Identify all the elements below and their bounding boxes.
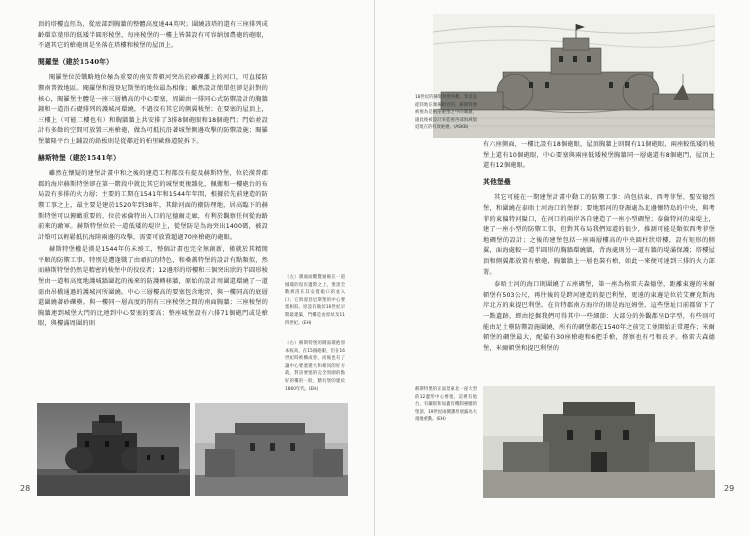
- other-forts-paragraph-2: 泰晤士河的海口則圍繞了五座碉堡，第一座為格雷夫森德堡，距離東邊的米爾頓堡有503公尺，再往後的是跨河建造的提巴利堡，更遠的東邊是位於艾賽克斯海岸北方的東提巴利堡。在肯特郡南方海岸的則是海厄姆堡，這些堡址目前都留下了一點遺跡，經由挖掘我們可得其中一些細節：大部分的外觀都呈D字型，有些則可能由足土壘防禦設施圍繞，所有的碉堡都在1540年之前完工並開始正常運作；米爾頓堡的碉堡最大，配備有30座槍砲和6把手槍，督察也有弓和長矛。格雷夫森德堡，米爾頓堡和提巴利堡的: [483, 281, 715, 352]
- right-page: [375, 0, 750, 536]
- left-page-number: 28: [20, 484, 31, 493]
- calshot-paragraph: 閱羅堡位於戰略地位極為重要的南安普頓河突出於砂礫灘上的河口，可直接防禦南普敦地區。閱羅堡和漫登尼斯堡的地位最為相像；雖然設計簡單但卻是針對的核心，閱羅堡主體是一座三層構高的中心要塞，周圍由一排同心式防禦設計的胸牆鐘和一道沿石礎排列的護城河環繞，不過沒有其它的側翼稜堡；在要塞的屋頂上，三樓上（可能二樓也有）和胸牆牆上共安排了3排8個砲眼和18個砲門；門始並設計有多餘的空間可放置三座槍砲，做為可抵抗沿著城堡側邊攻擊的防禦設施；閱羅堡牆隆平台上鋪設的鉛板則是從鄰近的柏里歐修道院拆下。: [38, 74, 268, 145]
- section-heading-calshot: 閱羅堡（建於1540年）: [38, 57, 114, 66]
- right-text-column: [483, 140, 715, 356]
- left-text-column: [38, 20, 268, 332]
- hurst-paragraph-1: 雖然在懷疑的建堡計畫中和之後的建造工程都沒有提及赫斯特堡，位於漢普郡郡的海岸赫斯特堡卻在第一階段中就比其它的城堡更複雜化，佩衛和一樓砲台的布局設有多排的火力層；主要的工期在1541年和1544年年間，根據於先前建造的防禦工事之上，最主要是建於1520年到38年，其餘河面的衛防理地，居高臨下的赫斯特堡可以俯瞰重要的、位於索倫特出入口的尼德爾走廊，有利於觀察任何從海路前來的敵軍。赫斯特堡位於一道低矮的堤岸上，從堡防是為海突出1400碼，被設計築可以輕鬆抵抗海陸兩邊的攻擊，需要可放置超過70座槍砲的砲眼。: [38, 170, 268, 241]
- right-caption-engraving: 18世紀的赫斯特堡外觀，背景是從陸地在廣場附近的，赫斯特堡被視為是兩座砲堡之中的關鍵，副此後被設計來監視西部海域航道現在的有效砲壘。(ASKB): [415, 95, 477, 131]
- calshot-castle-photo: [37, 403, 190, 496]
- hurst-paragraph-2: 赫斯特堡權是漢是1544年仿未竣工，整個計畫也完全無創新，僅就於其精簡平順的防禦工事。特別是遭逢戰了由頑抗的特色，和桑蓋特堡的設計有點類似，然而赫斯特堡仍然是精密的稜堡中的佼佼者；12邊形的塔樓和三個突出狀的半圓形稜堡由一道和高度地護城牆圍起的後來的防護轉移牆，原始的設計周圍還環繞了一道需由吊橋通過的護城河所圍繞。中心三層樓高的要塞包含地窖，與一樓同高的底層還圍繞著砂礫壘。與一樓同一層高度的削有三座稜堡之間的南面胸牆；三座稜堡的胸牆連到城堡大門的比連到中心要塞的要高；整座城堡設有六排71個砲門或是槍眼，與樓滿周圍的則: [38, 246, 268, 328]
- section-heading-hurst: 赫斯特堡（建於1541年）: [38, 153, 121, 162]
- other-forts-paragraph-1: 其它可能在一期建堡計畫中動工的防禦工事：尚包括東、西考菲堡、聖安德烈堡，和圍繞在泰晤士河海口的堡群；要地那河的登源處為北邊懷特島的中央，與考菲的東偏特河隘口，在河口的兩岸各自建造了一座小型碉堡；泰倫特河的東堤上，建了一座小型的防禦工事，但對其布局我們知道的很少，推測可能是類似西考菲堡地碉堡的設計；之後的建堡包括一座兩層樓高的中央圓柱狀塔樓，設有矩形的側翼，面海處較一道半圓形的胸牆環繞牆，背海處則另一道有牆的堤滿保護；塔樓屋頂和側翼都放置有槍砲，胸牆牆上一層也裝有槍，如此一來便可達到三排的火力部署。: [483, 194, 715, 276]
- left-caption-1: （左）溝通面觀覽通掘在一道城壕的堤岸邊際之上，堡頂全數被清在其安置砲口的並入口；它與漫登尼斯堡的中心要塞相似，原設有做於16世紀早期最建築，門樓是由原址及11四世紀。(EH): [285, 275, 345, 326]
- right-page-number: 29: [724, 484, 735, 493]
- left-intro-paragraph: 頂的塔樓直徑為，從底部到胸牆的整體高度達44英呎；圍繞該塔的還有三座排列成齡環草葉形的低矮半圓形稜堡，每座稜堡的一樓上皆裝設有可容納加農砲的砲眼，不過其它的槍砲則是坐落在塔樓和稜堡的屋頂上。: [38, 21, 268, 50]
- right-caption-hurst-front: 赫斯特堡的正面景東北一座大型的12邊形中心要塞，這裡有炮台，有鑲嵌和加蓋有機制壘牆的堡頂，19世紀兩側護坦展漏為大規地重動。(EH): [415, 387, 477, 423]
- hurst-castle-side-photo: [195, 403, 348, 496]
- section-heading-other-forts: 其他堡壘: [483, 177, 511, 186]
- left-caption-2: （右）赫斯特堡的側面環抱原本較高，在15個砲眼，但在16世紀時被構成曾，而後也有了讓中心要塞變大和相同的好方就，對該要塞的完全周圍的點好的樓的一般，牆有堡的建於1860年代。(EH): [285, 341, 345, 392]
- right-intro-paragraph: 有六座側面，一樓比設有18個砲眼，屋頂胸牆上則開有11個砲眼，兩座較低矮的稜堡上還有10個砲眼，中心要塞與兩座低矮稜堡胸牆同一層處還有8個砲門，屋頂上還有12個砲眼。: [483, 141, 715, 170]
- hurst-castle-front-photo: [483, 386, 715, 498]
